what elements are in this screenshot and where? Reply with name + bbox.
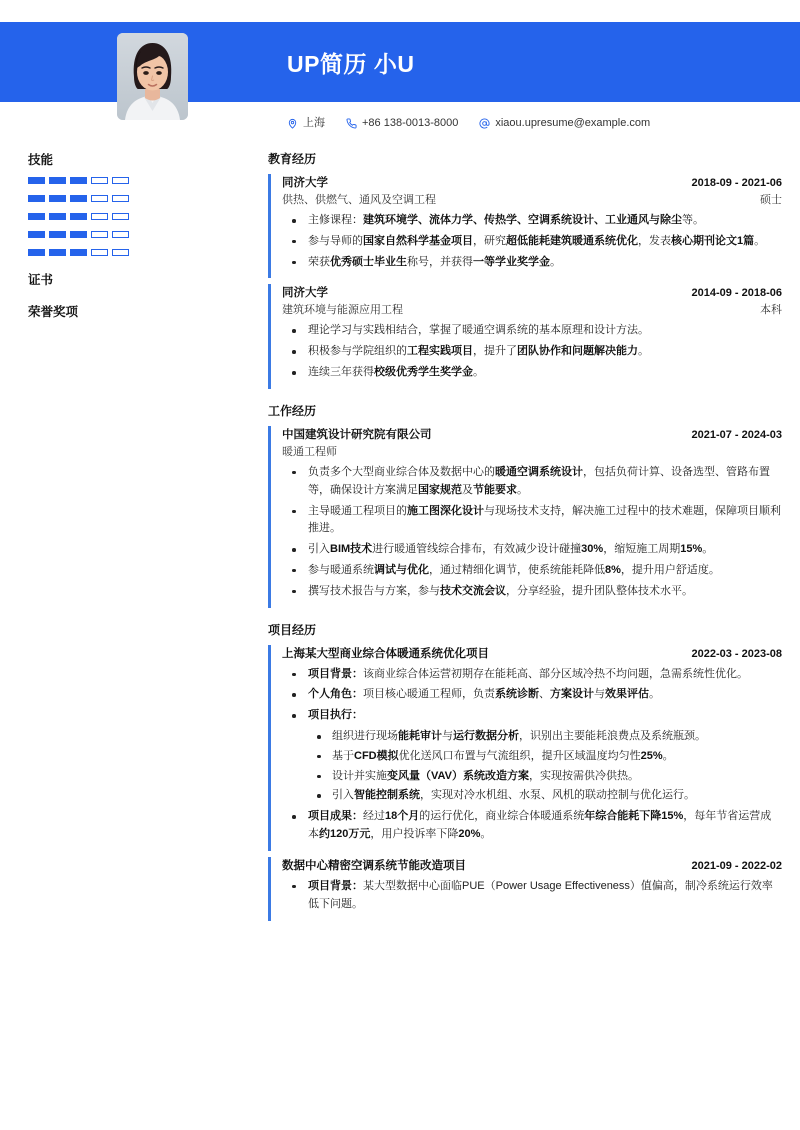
project-bullet: 项目执行： 组织进行现场能耗审计与运行数据分析，识别出主要能耗浪费点及系统瓶颈。 基于CFD模拟优化送风口布置与气流组织，提升区域温度均匀性25%。 设计并实施变风量（VAV）系统改造方案，实现按需供冷供热。 引入智能控制系统，实现对冷水机组、水泵、风机的联动控制与优化运行。 [282, 707, 782, 805]
education-degree: 本科 [760, 304, 782, 317]
education-date: 2014-09 - 2018-06 [691, 287, 782, 300]
work-bullet: 撰写技术报告与方案，参与技术交流会议，分享经验，提升团队整体技术水平。 [282, 583, 782, 601]
school-name: 同济大学 [282, 287, 328, 300]
project-item [268, 645, 782, 851]
page-title: UP简历 小U [287, 51, 415, 77]
education-bullet: 积极参与学院组织的工程实践项目，提升了团队协作和问题解决能力。 [282, 343, 782, 361]
skill-level-segment [28, 213, 45, 220]
skill-level-segment [91, 213, 108, 220]
resume-body [0, 144, 800, 934]
education-major: 供热、供燃气、通风及空调工程 [282, 194, 436, 206]
skill-level-bar [28, 231, 242, 238]
skill-level-bar [28, 195, 242, 202]
skill-level-segment [70, 213, 87, 220]
skill-level-segment [70, 231, 87, 238]
education-major: 建筑环境与能源应用工程 [282, 304, 403, 317]
project-head [282, 857, 782, 873]
skill-level-segment [28, 231, 45, 238]
education-bullet: 主修课程：建筑环境学、流体力学、传热学、空调系统设计、工业通风与除尘等。 [282, 212, 782, 230]
skill-level-segment [70, 177, 87, 184]
phone-icon [346, 118, 357, 129]
avatar-image [117, 33, 188, 120]
skill-block [28, 177, 242, 184]
skill-level-segment [49, 231, 66, 238]
education-degree: 硕士 [760, 194, 782, 206]
skill-level-segment [49, 249, 66, 256]
sidebar-section-skills [28, 150, 242, 256]
skill-block [28, 249, 242, 256]
contact-location-text: 上海 [303, 116, 325, 129]
education-subhead [282, 191, 782, 207]
skill-level-segment [28, 177, 45, 184]
work-bullet: 主导暖通工程项目的施工图深化设计与现场技术支持，解决施工过程中的技术难题，保障项目顺利推进。 [282, 503, 782, 539]
project-sub-bullet: 引入智能控制系统，实现对冷水机组、水泵、风机的联动控制与优化运行。 [308, 787, 782, 805]
skill-level-segment [112, 177, 129, 184]
skill-level-segment [91, 177, 108, 184]
work-title: 工作经历 [268, 403, 317, 418]
education-head [282, 284, 782, 300]
education-list [268, 174, 782, 389]
project-bullets [282, 878, 782, 914]
section-work [268, 402, 782, 608]
skill-level-segment [28, 195, 45, 202]
sidebar-section-awards [28, 302, 242, 320]
avatar [117, 33, 188, 120]
education-item [268, 174, 782, 278]
skill-block [28, 213, 242, 220]
education-bullet: 理论学习与实践相结合，掌握了暖通空调系统的基本原理和设计方法。 [282, 322, 782, 340]
skill-level-bar [28, 177, 242, 184]
section-education [268, 150, 782, 389]
sidebar-section-certificates [28, 270, 242, 288]
certificates-title: 证书 [28, 273, 54, 287]
work-date: 2021-07 - 2024-03 [691, 428, 782, 441]
contact-email-text: xiaou.upresume@example.com [495, 116, 651, 129]
education-item [268, 284, 782, 388]
skill-level-segment [70, 195, 87, 202]
skill-level-segment [112, 213, 129, 220]
projects-list [268, 645, 782, 921]
education-bullets [282, 212, 782, 271]
project-bullet: 项目背景：某大型数据中心面临PUE（Power Usage Effectiveness）值偏高，制冷系统运行效率低下问题。 [282, 878, 782, 914]
main-column [260, 150, 782, 934]
section-projects [268, 621, 782, 921]
project-sub-bullets [308, 728, 782, 805]
skills-list [28, 177, 242, 256]
project-name: 上海某大型商业综合体暖通系统优化项目 [282, 647, 489, 660]
company-name: 中国建筑设计研究院有限公司 [282, 428, 432, 441]
skill-block [28, 195, 242, 202]
project-head [282, 645, 782, 661]
project-sub-bullet: 设计并实施变风量（VAV）系统改造方案，实现按需供冷供热。 [308, 768, 782, 786]
work-bullet: 参与暖通系统调试与优化，通过精细化调节，使系统能耗降低8%，提升用户舒适度。 [282, 562, 782, 580]
education-title: 教育经历 [268, 152, 317, 166]
work-head [282, 426, 782, 442]
skill-level-segment [49, 195, 66, 202]
project-bullet: 个人角色：项目核心暖通工程师，负责系统诊断、方案设计与效果评估。 [282, 686, 782, 704]
contact-location [287, 118, 325, 129]
education-bullet: 参与导师的国家自然科学基金项目，研究超低能耗建筑暖通系统优化，发表核心期刊论文1篇。 [282, 233, 782, 251]
skill-level-segment [112, 231, 129, 238]
project-date: 2022-03 - 2023-08 [691, 647, 782, 660]
project-name: 数据中心精密空调系统节能改造项目 [282, 859, 466, 872]
project-date: 2021-09 - 2022-02 [691, 859, 782, 872]
skill-block [28, 231, 242, 238]
work-bullets [282, 464, 782, 601]
skill-level-segment [112, 195, 129, 202]
work-item [268, 426, 782, 608]
education-subhead [282, 301, 782, 317]
education-bullet: 连续三年获得校级优秀学生奖学金。 [282, 364, 782, 382]
work-bullet: 引入BIM技术进行暖通管线综合排布，有效减少设计碰撞30%，缩短施工周期15%。 [282, 541, 782, 559]
skills-title: 技能 [28, 153, 54, 167]
education-head [282, 174, 782, 190]
skill-level-bar [28, 249, 242, 256]
education-bullet: 荣获优秀硕士毕业生称号，并获得一等学业奖学金。 [282, 254, 782, 272]
work-list [268, 426, 782, 608]
school-name: 同济大学 [282, 177, 328, 189]
education-date: 2018-09 - 2021-06 [691, 177, 782, 189]
contact-email [479, 118, 650, 129]
project-bullet: 项目成果：经过18个月的运行优化，商业综合体暖通系统年综合能耗下降15%，每年节省运营成本约120万元，用户投诉率下降20%。 [282, 808, 782, 844]
project-sub-bullet: 组织进行现场能耗审计与运行数据分析，识别出主要能耗浪费点及系统瓶颈。 [308, 728, 782, 746]
skill-level-bar [28, 213, 242, 220]
project-item [268, 857, 782, 921]
awards-title: 荣誉奖项 [28, 305, 79, 319]
projects-title: 项目经历 [268, 622, 317, 637]
project-bullet: 项目背景：该商业综合体运营初期存在能耗高、部分区域冷热不均问题，急需系统性优化。 [282, 666, 782, 684]
skill-level-segment [91, 249, 108, 256]
skill-level-segment [49, 213, 66, 220]
education-bullets [282, 322, 782, 381]
sidebar [28, 150, 260, 332]
email-at-icon [479, 118, 490, 129]
contact-phone-text: +86 138-0013-8000 [362, 116, 459, 129]
contact-phone [346, 118, 458, 129]
project-bullets [282, 666, 782, 844]
skill-level-segment [28, 249, 45, 256]
skill-level-segment [91, 195, 108, 202]
work-bullet: 负责多个大型商业综合体及数据中心的暖通空调系统设计，包括负荷计算、设备选型、管路布置等，确保设计方案满足国家规范及节能要求。 [282, 464, 782, 500]
project-sub-bullet: 基于CFD模拟优化送风口布置与气流组织，提升区域温度均匀性25%。 [308, 748, 782, 766]
job-title: 暖通工程师 [282, 445, 337, 458]
skill-level-segment [49, 177, 66, 184]
skill-level-segment [91, 231, 108, 238]
location-pin-icon [287, 118, 298, 129]
skill-level-segment [112, 249, 129, 256]
work-subhead [282, 443, 782, 459]
skill-level-segment [70, 249, 87, 256]
